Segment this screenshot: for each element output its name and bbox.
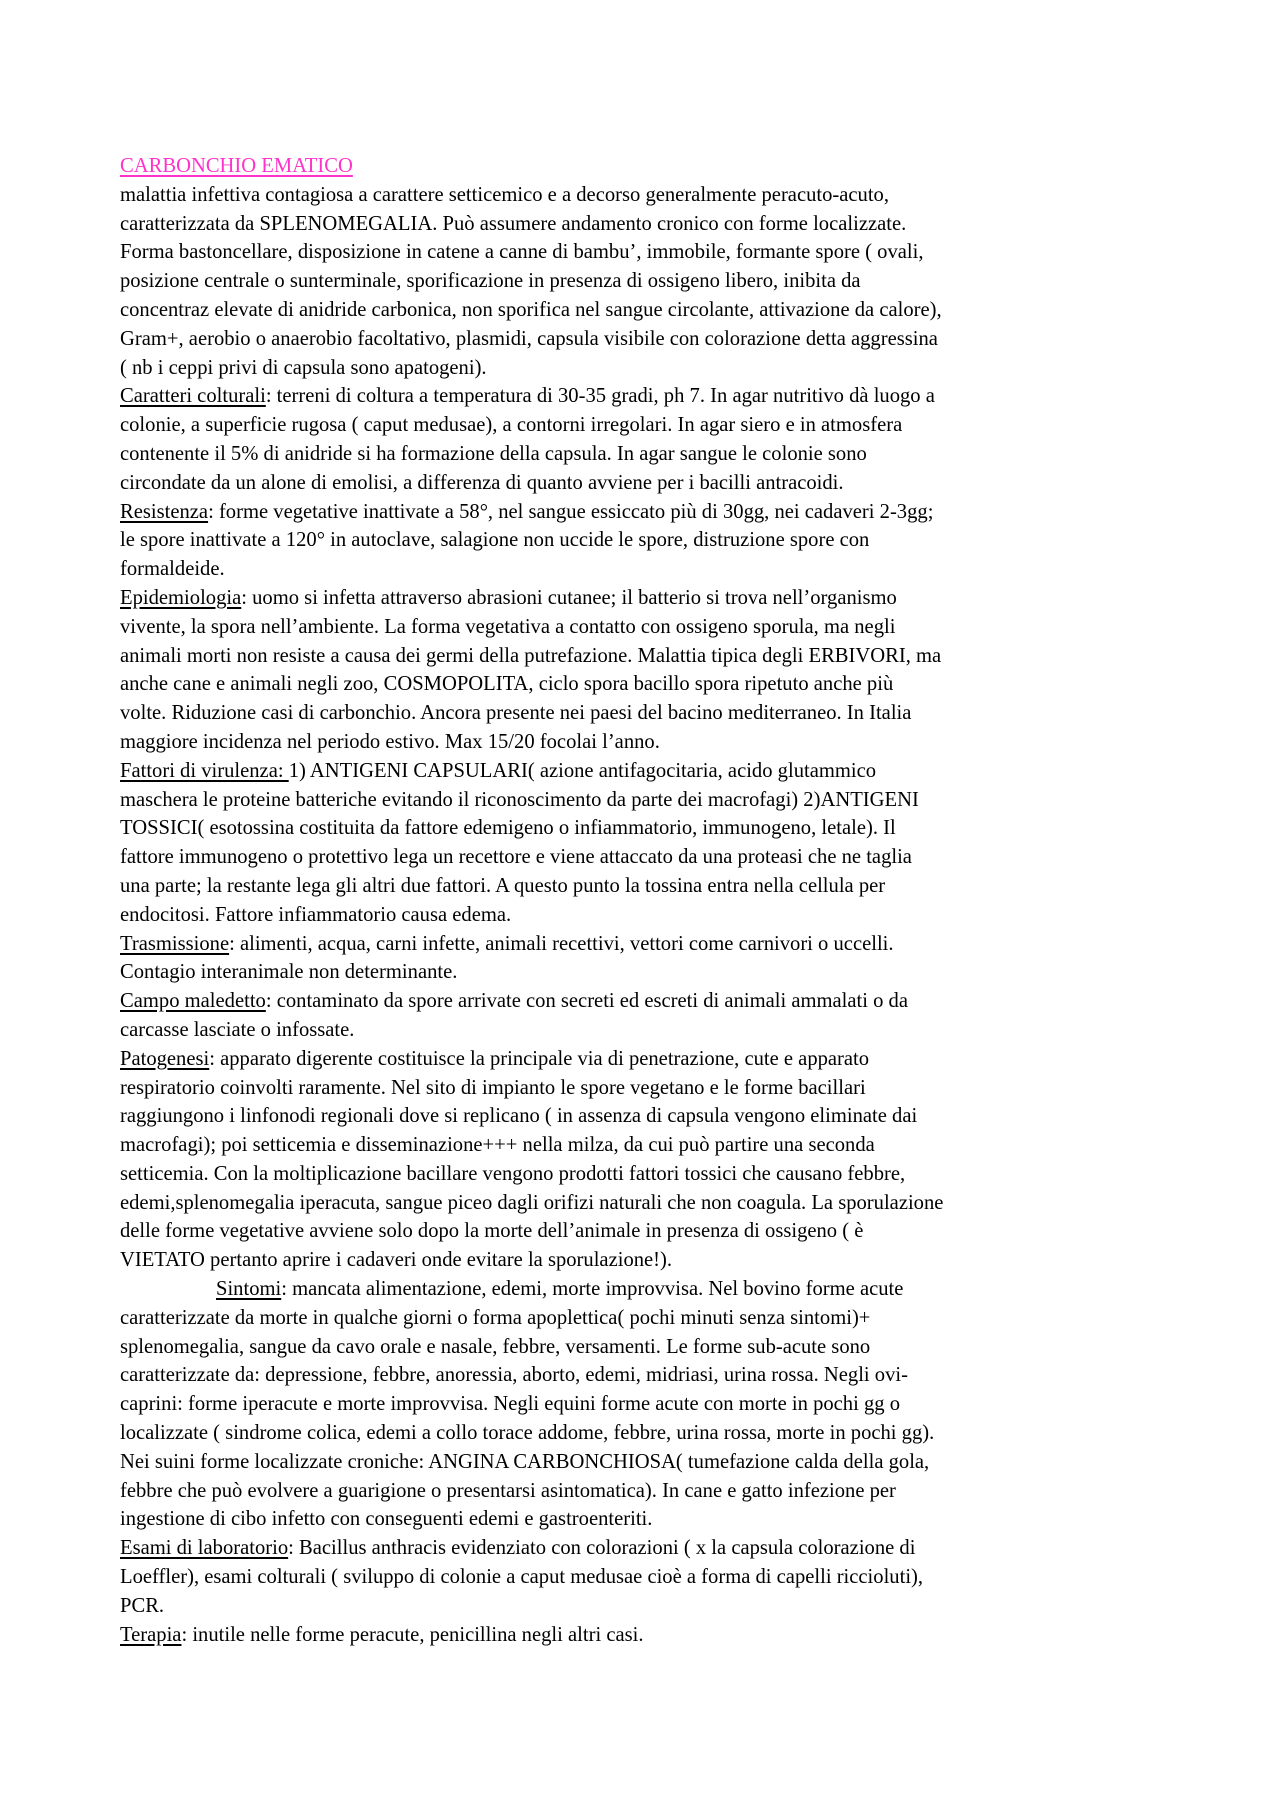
- section-line: Loeffler), esami colturali ( sviluppo di colonie a caput medusae cioè a forma di capelli riccioluti),: [120, 1566, 924, 1589]
- section-epidemiologia: [120, 584, 1165, 757]
- intro-line: caratterizzata da SPLENOMEGALIA. Può assumere andamento cronico con forme localizzate.: [120, 212, 907, 235]
- sections-container: [120, 382, 1165, 1649]
- section-sintomi: [120, 1275, 1165, 1534]
- section-first-line: [120, 987, 1165, 1016]
- section-terapia: [120, 1621, 1165, 1650]
- section-line: una parte; la restante lega gli altri due fattori. A questo punto la tossina entra nella cellula per: [120, 874, 886, 897]
- section-line: setticemia. Con la moltiplicazione bacillare vengono prodotti fattori tossici che causano febbre,: [120, 1162, 906, 1185]
- section-line: ingestione di cibo infetto con conseguenti edemi e gastroenteriti.: [120, 1508, 653, 1531]
- section-line: anche cane e animali negli zoo, COSMOPOLITA, ciclo spora bacillo spora ripetuto anche più: [120, 673, 894, 696]
- section-first-line-text: : uomo si infetta attraverso abrasioni cutanee; il batterio si trova nell’organismo: [241, 586, 897, 609]
- section-first-line-text: : terreni di coltura a temperatura di 30-35 gradi, ph 7. In agar nutritivo dà luogo a: [265, 385, 935, 408]
- section-heading: Caratteri colturali: [120, 385, 266, 408]
- section-line: caprini: forme iperacute e morte improvvisa. Negli equini forme acute con morte in pochi gg o: [120, 1393, 901, 1416]
- section-first-line: [120, 498, 1165, 527]
- section-heading: Campo maledetto: [120, 990, 266, 1013]
- section-line: vivente, la spora nell’ambiente. La forma vegetativa a contatto con ossigeno sporula, ma negli: [120, 615, 896, 638]
- intro-line: concentraz elevate di anidride carbonica, non sporifica nel sangue circolante, attivazione da calore),: [120, 298, 942, 321]
- section-heading: Epidemiologia: [120, 586, 242, 609]
- section-line: colonie, a superficie rugosa ( caput medusae), a contorni irregolari. In agar siero e in atmosfera: [120, 414, 903, 437]
- section-first-line-text: 1) ANTIGENI CAPSULARI( azione antifagocitaria, acido glutammico: [288, 759, 877, 782]
- intro-line: posizione centrale o sunterminale, sporificazione in presenza di ossigeno libero, inibita da: [120, 270, 861, 293]
- section-line: PCR.: [120, 1594, 165, 1617]
- intro-line: malattia infettiva contagiosa a carattere setticemico e a decorso generalmente peracuto-acuto,: [120, 183, 890, 206]
- section-line: formaldeide.: [120, 558, 225, 581]
- section-line: splenomegalia, sangue da cavo orale e nasale, febbre, versamenti. Le forme sub-acute sono: [120, 1335, 871, 1358]
- section-line: animali morti non resiste a causa dei germi della putrefazione. Malattia tipica degli ERBIVORI, ma: [120, 644, 942, 667]
- section-resistenza: [120, 498, 1165, 584]
- section-first-line-text: : forme vegetative inattivate a 58°, nel sangue essiccato più di 30gg, nei cadaveri 2-3gg;: [208, 500, 934, 523]
- section-line: localizzate ( sindrome colica, edemi a collo torace addome, febbre, urina rossa, morte in pochi gg).: [120, 1422, 935, 1445]
- section-first-line: [120, 1534, 1165, 1563]
- section-fattori-di-virulenza: [120, 757, 1165, 930]
- section-line: delle forme vegetative avviene solo dopo la morte dell’animale in presenza di ossigeno ( è: [120, 1220, 864, 1243]
- section-line: contenente il 5% di anidride si ha formazione della capsula. In agar sangue le colonie sono: [120, 442, 867, 465]
- section-line: respiratorio coinvolti raramente. Nel sito di impianto le spore vegetano e le forme bacillari: [120, 1076, 866, 1099]
- section-first-line-text: : inutile nelle forme peracute, penicillina negli altri casi.: [181, 1623, 644, 1646]
- document-title-row: [120, 152, 1165, 181]
- section-line: carcasse lasciate o infossate.: [120, 1018, 355, 1041]
- section-line: le spore inattivate a 120° in autoclave, salagione non uccide le spore, distruzione spore con: [120, 529, 870, 552]
- intro-paragraph: [120, 181, 1165, 383]
- section-line: caratterizzate da: depressione, febbre, anoressia, aborto, edemi, midriasi, urina rossa. Negli ovi-: [120, 1364, 908, 1387]
- section-first-line-text: : contaminato da spore arrivate con secreti ed escreti di animali ammalati o da: [265, 990, 908, 1013]
- section-heading: Fattori di virulenza:: [120, 759, 289, 782]
- document-title: CARBONCHIO EMATICO: [120, 155, 353, 177]
- section-line: volte. Riduzione casi di carbonchio. Ancora presente nei paesi del bacino mediterraneo. In Italia: [120, 702, 912, 725]
- section-first-line: [120, 382, 1165, 411]
- intro-line: Forma bastoncellare, disposizione in catene a canne di bambu’, immobile, formante spore ( ovali,: [120, 241, 924, 264]
- section-line: raggiungono i linfonodi regionali dove si replicano ( in assenza di capsula vengono eliminate dai: [120, 1105, 918, 1128]
- section-first-line: [120, 1621, 1165, 1650]
- section-caratteri-colturali: [120, 382, 1165, 497]
- section-line: endocitosi. Fattore infiammatorio causa edema.: [120, 903, 512, 926]
- section-patogenesi: [120, 1045, 1165, 1275]
- section-first-line: [120, 1045, 1165, 1074]
- section-line: maggiore incidenza nel periodo estivo. Max 15/20 focolai l’anno.: [120, 730, 660, 753]
- section-heading: Terapia: [120, 1623, 182, 1646]
- section-heading: Resistenza: [120, 500, 209, 523]
- section-heading: Trasmissione: [120, 932, 230, 955]
- section-esami-di-laboratorio: [120, 1534, 1165, 1620]
- section-first-line-text: : alimenti, acqua, carni infette, animali recettivi, vettori come carnivori o uccelli.: [229, 932, 894, 955]
- section-campo-maledetto: [120, 987, 1165, 1045]
- section-line: fattore immunogeno o protettivo lega un recettore e viene attaccato da una proteasi che ne taglia: [120, 846, 912, 869]
- section-first-line: [120, 757, 1165, 786]
- section-first-line-text: : Bacillus anthracis evidenziato con colorazioni ( x la capsula colorazione di: [288, 1537, 916, 1560]
- section-line: edemi,splenomegalia iperacuta, sangue piceo dagli orifizi naturali che non coagula. La sporulazione: [120, 1191, 944, 1214]
- section-heading: Patogenesi: [120, 1047, 210, 1070]
- section-line: caratterizzate da morte in qualche giorni o forma apoplettica( pochi minuti senza sintomi)+: [120, 1306, 871, 1329]
- section-heading: Sintomi: [216, 1278, 282, 1301]
- intro-line: ( nb i ceppi privi di capsula sono apatogeni).: [120, 356, 487, 379]
- section-line: macrofagi); poi setticemia e disseminazione+++ nella milza, da cui può partire una seconda: [120, 1134, 875, 1157]
- section-first-line-text: : mancata alimentazione, edemi, morte improvvisa. Nel bovino forme acute: [281, 1278, 904, 1301]
- section-heading: Esami di laboratorio: [120, 1537, 289, 1560]
- section-line: febbre che può evolvere a guarigione o presentarsi asintomatica). In cane e gatto infezione per: [120, 1479, 896, 1502]
- section-line: Nei suini forme localizzate croniche: ANGINA CARBONCHIOSA( tumefazione calda della gola,: [120, 1450, 930, 1473]
- intro-line: Gram+, aerobio o anaerobio facoltativo, plasmidi, capsula visibile con colorazione detta aggressina: [120, 327, 938, 350]
- section-first-line: [120, 1275, 1165, 1304]
- section-trasmissione: [120, 930, 1165, 988]
- section-line: circondate da un alone di emolisi, a differenza di quanto avviene per i bacilli antracoidi.: [120, 471, 844, 494]
- section-first-line: [120, 584, 1165, 613]
- section-line: TOSSICI( esotossina costituita da fattore edemigeno o infiammatorio, immunogeno, letale). Il: [120, 817, 896, 840]
- section-first-line: [120, 930, 1165, 959]
- section-line: VIETATO pertanto aprire i cadaveri onde evitare la sporulazione!).: [120, 1249, 673, 1272]
- section-first-line-text: : apparato digerente costituisce la principale via di penetrazione, cute e apparato: [209, 1047, 870, 1070]
- section-line: Contagio interanimale non determinante.: [120, 961, 458, 984]
- document-page: [120, 152, 1165, 1649]
- section-line: maschera le proteine batteriche evitando il riconoscimento da parte dei macrofagi) 2)ANTIGENI: [120, 788, 919, 811]
